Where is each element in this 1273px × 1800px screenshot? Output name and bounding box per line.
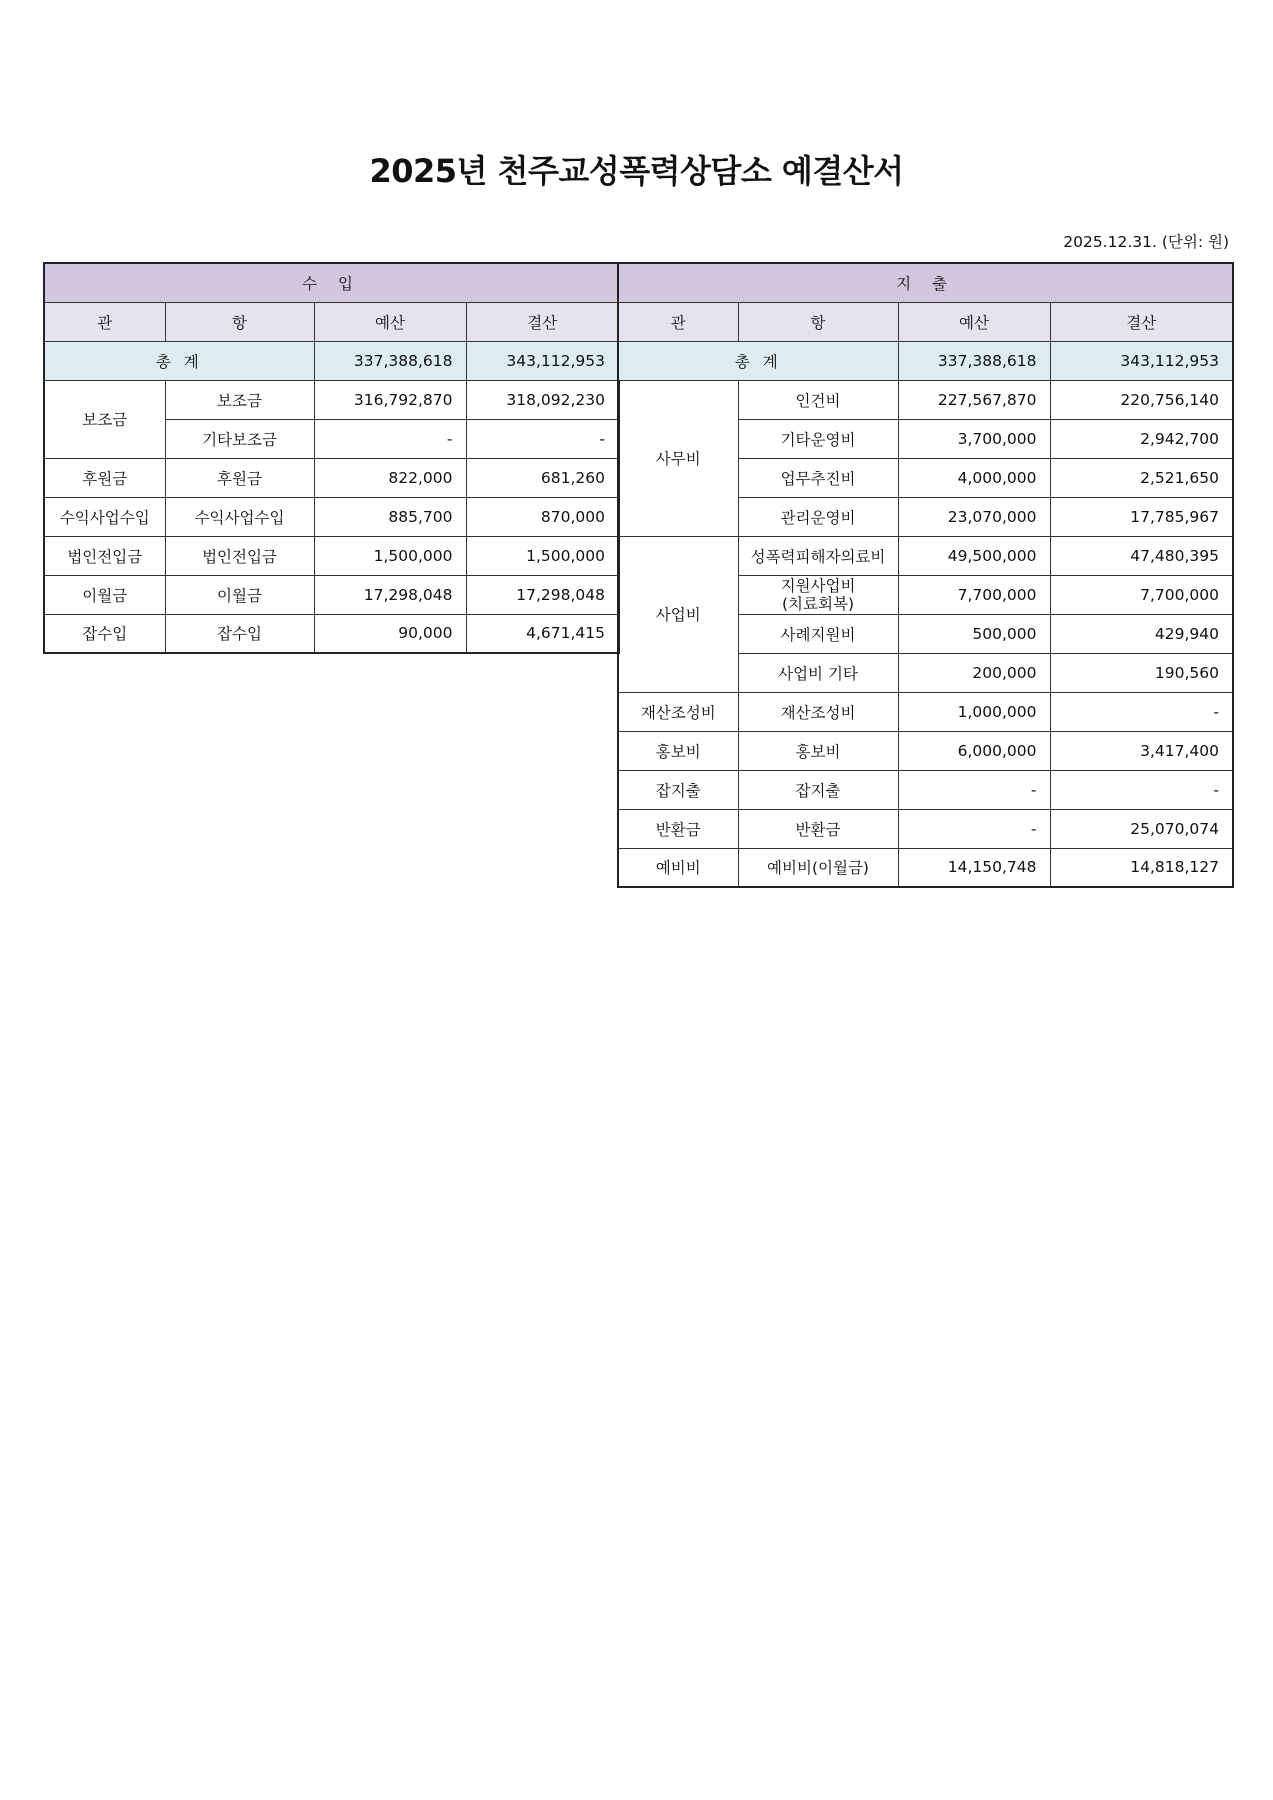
total-budget: 337,388,618 <box>314 341 466 380</box>
table-row <box>44 380 619 419</box>
hang-cell: 이월금 <box>165 575 314 614</box>
budget-cell: - <box>314 419 466 458</box>
budget-cell: - <box>898 809 1050 848</box>
gwan-cell: 후원금 <box>44 458 165 497</box>
settlement-cell: 681,260 <box>466 458 619 497</box>
col-settlement: 결산 <box>1050 302 1233 341</box>
hang-line-1: 지원사업비 <box>780 576 856 595</box>
settlement-cell: 1,500,000 <box>466 536 619 575</box>
total-budget: 337,388,618 <box>898 341 1050 380</box>
budget-cell: 14,150,748 <box>898 848 1050 887</box>
hang-cell: 법인전입금 <box>165 536 314 575</box>
table-row <box>44 614 619 653</box>
hang-cell: 홍보비 <box>738 731 898 770</box>
hang-cell: 수익사업수입 <box>165 497 314 536</box>
col-budget: 예산 <box>898 302 1050 341</box>
table-row <box>618 848 1233 887</box>
table-row <box>44 458 619 497</box>
col-gwan: 관 <box>618 302 738 341</box>
settlement-cell: 17,298,048 <box>466 575 619 614</box>
settlement-cell: 318,092,230 <box>466 380 619 419</box>
hang-cell: 사업비 기타 <box>738 653 898 692</box>
settlement-cell: 25,070,074 <box>1050 809 1233 848</box>
budget-cell: 822,000 <box>314 458 466 497</box>
budget-cell: 90,000 <box>314 614 466 653</box>
settlement-cell: 3,417,400 <box>1050 731 1233 770</box>
budget-cell: 23,070,000 <box>898 497 1050 536</box>
settlement-cell: - <box>1050 770 1233 809</box>
gwan-cell: 반환금 <box>618 809 738 848</box>
hang-cell: 예비비(이월금) <box>738 848 898 887</box>
hang-cell: 사례지원비 <box>738 614 898 653</box>
total-settlement: 343,112,953 <box>466 341 619 380</box>
table-row <box>618 770 1233 809</box>
col-hang: 항 <box>738 302 898 341</box>
budget-cell: 6,000,000 <box>898 731 1050 770</box>
income-header: 수 입 <box>44 263 619 302</box>
budget-cell: 500,000 <box>898 614 1050 653</box>
settlement-cell: - <box>1050 692 1233 731</box>
hang-cell: 인건비 <box>738 380 898 419</box>
settlement-cell: 14,818,127 <box>1050 848 1233 887</box>
table-row <box>618 536 1233 575</box>
settlement-cell: 7,700,000 <box>1050 575 1233 614</box>
budget-cell: 49,500,000 <box>898 536 1050 575</box>
settlement-cell: 4,671,415 <box>466 614 619 653</box>
hang-line-2: (치료회복) <box>782 594 854 613</box>
settlement-cell: 2,942,700 <box>1050 419 1233 458</box>
gwan-cell: 이월금 <box>44 575 165 614</box>
hang-cell: 업무추진비 <box>738 458 898 497</box>
table-row <box>44 497 619 536</box>
gwan-cell: 사무비 <box>618 380 738 536</box>
gwan-cell: 법인전입금 <box>44 536 165 575</box>
budget-cell: 227,567,870 <box>898 380 1050 419</box>
col-settlement: 결산 <box>466 302 619 341</box>
table-row <box>44 536 619 575</box>
budget-cell: 4,000,000 <box>898 458 1050 497</box>
budget-cell: 1,500,000 <box>314 536 466 575</box>
hang-cell: 잡수입 <box>165 614 314 653</box>
budget-cell: 316,792,870 <box>314 380 466 419</box>
settlement-cell: 17,785,967 <box>1050 497 1233 536</box>
table-row <box>44 575 619 614</box>
settlement-cell: 47,480,395 <box>1050 536 1233 575</box>
gwan-cell: 잡수입 <box>44 614 165 653</box>
gwan-cell: 잡지출 <box>618 770 738 809</box>
col-hang: 항 <box>165 302 314 341</box>
hang-cell: 성폭력피해자의료비 <box>738 536 898 575</box>
hang-cell: 반환금 <box>738 809 898 848</box>
budget-cell: - <box>898 770 1050 809</box>
col-budget: 예산 <box>314 302 466 341</box>
budget-cell: 885,700 <box>314 497 466 536</box>
settlement-cell: 190,560 <box>1050 653 1233 692</box>
expense-table <box>617 262 1234 888</box>
budget-cell: 1,000,000 <box>898 692 1050 731</box>
table-row <box>618 731 1233 770</box>
hang-cell: 관리운영비 <box>738 497 898 536</box>
settlement-cell: 220,756,140 <box>1050 380 1233 419</box>
hang-cell <box>738 575 898 614</box>
hang-cell: 재산조성비 <box>738 692 898 731</box>
settlement-cell: - <box>466 419 619 458</box>
total-label: 총 계 <box>618 341 898 380</box>
gwan-cell: 보조금 <box>44 380 165 458</box>
table-row <box>618 809 1233 848</box>
col-gwan: 관 <box>44 302 165 341</box>
hang-cell: 후원금 <box>165 458 314 497</box>
gwan-cell: 사업비 <box>618 536 738 692</box>
gwan-cell: 재산조성비 <box>618 692 738 731</box>
budget-cell: 17,298,048 <box>314 575 466 614</box>
total-settlement: 343,112,953 <box>1050 341 1233 380</box>
hang-cell: 보조금 <box>165 380 314 419</box>
total-label: 총 계 <box>44 341 314 380</box>
budget-cell: 7,700,000 <box>898 575 1050 614</box>
table-row <box>618 380 1233 419</box>
hang-cell: 잡지출 <box>738 770 898 809</box>
expense-header: 지 출 <box>618 263 1233 302</box>
budget-cell: 3,700,000 <box>898 419 1050 458</box>
gwan-cell: 수익사업수입 <box>44 497 165 536</box>
table-row <box>618 692 1233 731</box>
settlement-cell: 429,940 <box>1050 614 1233 653</box>
settlement-cell: 870,000 <box>466 497 619 536</box>
page-title: 2025년 천주교성폭력상담소 예결산서 <box>369 152 904 190</box>
budget-cell: 200,000 <box>898 653 1050 692</box>
hang-cell: 기타보조금 <box>165 419 314 458</box>
date-unit: 2025.12.31. (단위: 원) <box>1063 233 1229 251</box>
hang-cell: 기타운영비 <box>738 419 898 458</box>
settlement-cell: 2,521,650 <box>1050 458 1233 497</box>
income-table <box>43 262 620 654</box>
gwan-cell: 예비비 <box>618 848 738 887</box>
gwan-cell: 홍보비 <box>618 731 738 770</box>
